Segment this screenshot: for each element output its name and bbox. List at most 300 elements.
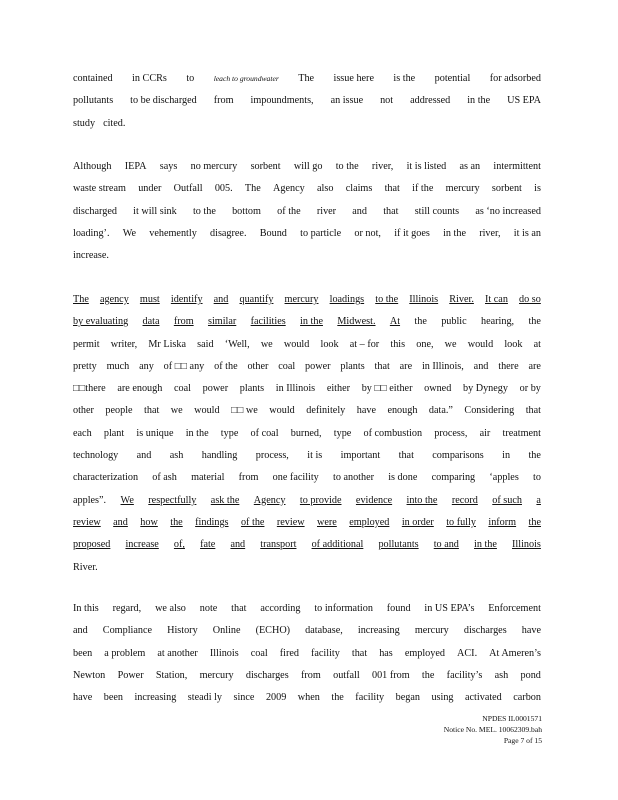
word: loadings bbox=[329, 294, 365, 305]
word: Newton bbox=[73, 669, 106, 681]
word: River. bbox=[449, 294, 474, 305]
word: intermittent bbox=[493, 161, 541, 172]
word: type bbox=[333, 427, 352, 439]
word: contained bbox=[73, 73, 113, 84]
word: began bbox=[395, 692, 420, 704]
word: of coal bbox=[250, 427, 279, 439]
word: that bbox=[525, 405, 541, 417]
word: much bbox=[106, 360, 130, 372]
text-line bbox=[73, 90, 541, 112]
word: review bbox=[276, 516, 305, 528]
word: it will sink bbox=[133, 205, 177, 217]
word: discharged bbox=[73, 205, 117, 217]
word: found bbox=[386, 603, 411, 614]
word: owned bbox=[424, 383, 452, 395]
word: We bbox=[122, 227, 137, 239]
word: writer, bbox=[110, 338, 138, 350]
text-line bbox=[73, 378, 541, 400]
word: ash bbox=[169, 450, 184, 462]
word: plant bbox=[103, 427, 125, 439]
word: History bbox=[167, 625, 198, 637]
word: type bbox=[220, 427, 239, 439]
word: increase. bbox=[73, 250, 109, 262]
word: or not, bbox=[354, 227, 381, 239]
word: we also bbox=[155, 603, 186, 614]
word: that bbox=[374, 360, 390, 372]
word: At bbox=[389, 316, 401, 328]
paragraph-1 bbox=[73, 68, 541, 135]
word: Illinois bbox=[209, 647, 239, 659]
word: as ‘no increased bbox=[475, 205, 541, 217]
text-line bbox=[73, 534, 541, 556]
word: would bbox=[467, 338, 494, 350]
word: Bound bbox=[259, 227, 287, 239]
word: leach to groundwater bbox=[213, 74, 279, 83]
text-line bbox=[73, 423, 541, 445]
word: comparisons bbox=[432, 450, 484, 462]
word: database, bbox=[305, 625, 343, 637]
word: and bbox=[113, 516, 128, 528]
word: discharges bbox=[463, 625, 507, 637]
word: to particle bbox=[300, 227, 342, 239]
word: material bbox=[191, 472, 225, 484]
word: any bbox=[139, 360, 154, 372]
word: respectfully bbox=[148, 494, 197, 506]
word: the bbox=[331, 692, 344, 704]
word: power bbox=[202, 383, 229, 395]
word: in US EPA’s bbox=[424, 603, 475, 614]
word: been bbox=[103, 692, 123, 704]
word: The bbox=[298, 73, 315, 84]
word: the bbox=[421, 669, 435, 681]
word: into the bbox=[406, 494, 438, 506]
word: of □□ any bbox=[163, 360, 205, 372]
word: hearing, bbox=[481, 316, 515, 328]
word: Agency bbox=[273, 183, 305, 195]
word: the bbox=[414, 316, 427, 328]
word: pond bbox=[520, 669, 541, 681]
word: addressed bbox=[410, 95, 451, 107]
word: to bbox=[532, 472, 541, 484]
word: proposed bbox=[73, 539, 111, 551]
word: of ash bbox=[152, 472, 177, 484]
word: we bbox=[260, 338, 273, 350]
word: handling bbox=[201, 450, 238, 462]
word: agency bbox=[99, 294, 129, 305]
word: as an bbox=[459, 161, 481, 172]
word: look bbox=[320, 338, 339, 350]
text-line bbox=[73, 665, 541, 687]
word: fired bbox=[279, 647, 299, 659]
word: in the bbox=[300, 316, 323, 328]
word: an issue bbox=[330, 95, 364, 107]
word: to fully bbox=[446, 516, 476, 528]
word: bottom bbox=[232, 205, 261, 217]
word: coal bbox=[250, 647, 268, 659]
word: from bbox=[238, 472, 259, 484]
word: data.” bbox=[428, 405, 453, 417]
word: and bbox=[473, 360, 489, 372]
word: Power bbox=[117, 669, 144, 681]
text-line bbox=[73, 400, 541, 422]
word: of additional bbox=[311, 539, 364, 551]
word: public bbox=[441, 316, 467, 328]
word: The bbox=[73, 294, 89, 305]
word: claims bbox=[345, 183, 373, 195]
word: Station, bbox=[155, 669, 188, 681]
word: have bbox=[521, 625, 541, 637]
word: and bbox=[136, 450, 152, 462]
word: for adsorbed bbox=[489, 73, 541, 84]
word: of the bbox=[214, 360, 238, 372]
word: to bbox=[186, 73, 195, 84]
word: to information bbox=[314, 603, 373, 614]
word: plants bbox=[239, 383, 265, 395]
word: inform bbox=[488, 516, 517, 528]
text-line bbox=[73, 68, 541, 90]
text-line bbox=[73, 289, 541, 311]
word: have bbox=[356, 405, 376, 417]
word: using bbox=[431, 692, 454, 704]
word: no mercury bbox=[190, 161, 238, 172]
word: people bbox=[105, 405, 133, 417]
word: since bbox=[233, 692, 255, 704]
word: it is bbox=[307, 450, 323, 462]
word: We bbox=[120, 494, 134, 506]
word: at – for bbox=[349, 338, 380, 350]
word: Compliance bbox=[102, 625, 153, 637]
word: also bbox=[317, 183, 334, 195]
word: of the bbox=[277, 205, 301, 217]
text-line bbox=[73, 156, 541, 178]
word: to and bbox=[433, 539, 459, 551]
word: either bbox=[326, 383, 351, 395]
word: in the bbox=[474, 539, 497, 551]
word: are enough bbox=[117, 383, 163, 395]
word: pretty bbox=[73, 360, 97, 372]
word: that bbox=[384, 183, 400, 195]
word: Illinois bbox=[512, 539, 541, 551]
word: at another bbox=[157, 647, 198, 659]
word: a problem bbox=[104, 647, 146, 659]
word: would bbox=[283, 338, 310, 350]
word: would bbox=[194, 405, 220, 417]
word: facility bbox=[355, 692, 385, 704]
word: sorbent bbox=[491, 183, 522, 195]
word: to the bbox=[335, 161, 359, 172]
page-footer bbox=[444, 713, 542, 746]
text-line bbox=[73, 113, 541, 135]
word: of combustion bbox=[363, 427, 423, 439]
word: are bbox=[399, 360, 413, 372]
word: and bbox=[73, 625, 88, 637]
word: facility’s bbox=[446, 669, 483, 681]
word: ‘Well, bbox=[224, 338, 250, 350]
word: note bbox=[199, 603, 218, 614]
word: Enforcement bbox=[488, 603, 541, 614]
word: Although bbox=[73, 161, 112, 172]
word: ash bbox=[494, 669, 509, 681]
word: evidence bbox=[355, 494, 393, 506]
word: definitely bbox=[306, 405, 346, 417]
word: there bbox=[498, 360, 519, 372]
word: of the bbox=[240, 516, 265, 528]
word: the bbox=[528, 516, 541, 528]
word: similar bbox=[207, 316, 237, 328]
word: river bbox=[316, 205, 337, 217]
word: regard, bbox=[112, 603, 142, 614]
text-line bbox=[73, 598, 541, 620]
word: air bbox=[479, 427, 491, 439]
word: that bbox=[351, 647, 368, 659]
text-line bbox=[73, 557, 541, 579]
word: It can bbox=[485, 294, 508, 305]
text-line bbox=[73, 445, 541, 467]
word: ask the bbox=[210, 494, 240, 506]
word: is the bbox=[393, 73, 416, 84]
text-line bbox=[73, 620, 541, 642]
word: has bbox=[379, 647, 393, 659]
word: by Dynegy bbox=[462, 383, 508, 395]
text-line bbox=[73, 311, 541, 333]
word: record bbox=[451, 494, 478, 506]
text-line bbox=[73, 245, 541, 267]
word: Outfall bbox=[173, 183, 203, 195]
word: mercury bbox=[284, 294, 319, 305]
word: sorbent bbox=[250, 161, 281, 172]
word: is done bbox=[388, 472, 418, 484]
word: process, bbox=[434, 427, 468, 439]
word: said bbox=[197, 338, 214, 350]
word: from bbox=[213, 95, 234, 107]
word: ACI. bbox=[457, 647, 478, 659]
word: in CCRs bbox=[132, 73, 167, 84]
word: discharges bbox=[245, 669, 289, 681]
word: power bbox=[305, 360, 331, 372]
word: we bbox=[444, 338, 457, 350]
word: and bbox=[213, 294, 229, 305]
word: from bbox=[300, 669, 321, 681]
word: waste stream bbox=[73, 183, 126, 195]
word: that bbox=[231, 603, 247, 614]
word: or by bbox=[519, 383, 541, 395]
word: Mr Liska bbox=[148, 338, 187, 350]
word: must bbox=[139, 294, 160, 305]
word: to the bbox=[375, 294, 399, 305]
word: identify bbox=[170, 294, 203, 305]
word: burned, bbox=[290, 427, 322, 439]
word: permit bbox=[73, 338, 100, 350]
word: coal bbox=[278, 360, 296, 372]
word: pollutants bbox=[73, 95, 114, 107]
word: treatment bbox=[502, 427, 541, 439]
word: quantify bbox=[239, 294, 274, 305]
text-line bbox=[73, 490, 541, 512]
word: a bbox=[536, 494, 541, 506]
paragraph-3 bbox=[73, 289, 541, 579]
word: by evaluating bbox=[73, 316, 129, 328]
word: technology bbox=[73, 450, 119, 462]
word: coal bbox=[174, 383, 191, 395]
word: findings bbox=[195, 516, 229, 528]
text-line bbox=[73, 334, 541, 356]
word: we bbox=[170, 405, 183, 417]
word: ‘apples bbox=[489, 472, 519, 484]
word: other bbox=[73, 405, 94, 417]
word: 001 from bbox=[371, 669, 410, 681]
word: would bbox=[269, 405, 295, 417]
word: plants bbox=[340, 360, 365, 372]
word: apples”. bbox=[73, 494, 107, 506]
word: in the bbox=[443, 227, 466, 239]
word: one, bbox=[416, 338, 434, 350]
word: □□ we bbox=[231, 405, 258, 417]
text-line bbox=[73, 356, 541, 378]
text-line bbox=[73, 201, 541, 223]
word: increasing bbox=[134, 692, 177, 704]
word: employed bbox=[404, 647, 445, 659]
word: at bbox=[533, 338, 541, 350]
word: the bbox=[528, 450, 541, 462]
word: Illinois bbox=[409, 294, 439, 305]
word: that bbox=[398, 450, 414, 462]
word: says bbox=[159, 161, 178, 172]
paragraph-4 bbox=[73, 598, 541, 709]
word: in order bbox=[401, 516, 434, 528]
word: the bbox=[170, 516, 183, 528]
word: are bbox=[528, 360, 541, 372]
word: transport bbox=[260, 539, 297, 551]
word: fate bbox=[200, 539, 216, 551]
text-line bbox=[73, 643, 541, 665]
word: this bbox=[390, 338, 406, 350]
word: to be discharged bbox=[130, 95, 197, 107]
word: US EPA bbox=[507, 95, 541, 107]
word: is bbox=[534, 183, 541, 195]
word: River. bbox=[73, 561, 98, 573]
word: Considering bbox=[464, 405, 515, 417]
word: vehemently bbox=[149, 227, 197, 239]
word: river, bbox=[371, 161, 394, 172]
text-line bbox=[73, 687, 541, 709]
word: 005. bbox=[214, 183, 233, 195]
word: to the bbox=[192, 205, 216, 217]
word: have bbox=[73, 692, 93, 704]
word: in the bbox=[467, 95, 491, 107]
word: not bbox=[380, 95, 394, 107]
footer-notice-number: Notice No. MEL. 10062309.bah bbox=[443, 725, 542, 734]
word: The bbox=[244, 183, 261, 195]
word: according bbox=[260, 603, 301, 614]
word: Online bbox=[212, 625, 241, 637]
word: and bbox=[352, 205, 367, 217]
text-line bbox=[73, 512, 541, 534]
word: mercury bbox=[445, 183, 480, 195]
word: that bbox=[144, 405, 160, 417]
word: do so bbox=[519, 294, 541, 305]
word: to provide bbox=[299, 494, 342, 506]
word: pollutants bbox=[378, 539, 419, 551]
word: if the bbox=[412, 183, 434, 195]
word: IEPA bbox=[124, 161, 147, 172]
word: been bbox=[73, 647, 93, 659]
word: mercury bbox=[414, 625, 449, 637]
word: will go bbox=[293, 161, 323, 172]
word: other bbox=[247, 360, 269, 372]
word: it is listed bbox=[406, 161, 447, 172]
word: At Ameren’s bbox=[489, 647, 541, 659]
footer-permit-number: NPDES IL0001571 bbox=[482, 714, 542, 723]
word: to another bbox=[332, 472, 375, 484]
word: mercury bbox=[199, 669, 234, 681]
word: in Illinois, bbox=[421, 360, 464, 372]
word: in bbox=[502, 450, 511, 462]
word: increase bbox=[125, 539, 159, 551]
word: In this bbox=[73, 603, 99, 614]
footer-page-number: Page 7 of 15 bbox=[503, 736, 542, 745]
word: 2009 bbox=[265, 692, 287, 704]
word: still counts bbox=[414, 205, 460, 217]
word: in the bbox=[185, 427, 209, 439]
paragraph-2 bbox=[73, 156, 541, 267]
word: of, bbox=[173, 539, 185, 551]
word: data bbox=[142, 316, 160, 328]
word: cited. bbox=[103, 117, 126, 129]
word: of such bbox=[492, 494, 522, 506]
word: river, bbox=[479, 227, 501, 239]
text-line bbox=[73, 223, 541, 245]
word: employed bbox=[349, 516, 390, 528]
word: increasing bbox=[357, 625, 400, 637]
word: important bbox=[340, 450, 381, 462]
word: loading’. bbox=[73, 227, 110, 239]
word: enough bbox=[387, 405, 418, 417]
word: in Illinois bbox=[275, 383, 316, 395]
word: carbon bbox=[513, 692, 541, 704]
word: if it goes bbox=[394, 227, 430, 239]
word: outfall bbox=[333, 669, 360, 681]
word: activated bbox=[465, 692, 502, 704]
word: impoundments, bbox=[250, 95, 314, 107]
word: and bbox=[230, 539, 246, 551]
word: Agency bbox=[253, 494, 286, 506]
word: each bbox=[73, 427, 92, 439]
word: steadi ly bbox=[187, 692, 223, 704]
word: disagree. bbox=[210, 227, 247, 239]
word: from bbox=[173, 316, 194, 328]
word: process, bbox=[255, 450, 289, 462]
word: how bbox=[140, 516, 158, 528]
word: look bbox=[504, 338, 523, 350]
word: comparing bbox=[431, 472, 476, 484]
word: facility bbox=[310, 647, 340, 659]
word: that bbox=[383, 205, 399, 217]
word: issue here bbox=[333, 73, 374, 84]
word: review bbox=[73, 516, 101, 528]
word: potential bbox=[434, 73, 471, 84]
word: when bbox=[297, 692, 320, 704]
word: is unique bbox=[136, 427, 174, 439]
word: by □□ either bbox=[361, 383, 413, 395]
word: facilities bbox=[250, 316, 286, 328]
word: were bbox=[317, 516, 337, 528]
text-line bbox=[73, 467, 541, 489]
word: one facility bbox=[272, 472, 319, 484]
text-line bbox=[73, 178, 541, 200]
word: under bbox=[138, 183, 162, 195]
word: □□there bbox=[73, 383, 106, 395]
word: it is an bbox=[513, 227, 541, 239]
